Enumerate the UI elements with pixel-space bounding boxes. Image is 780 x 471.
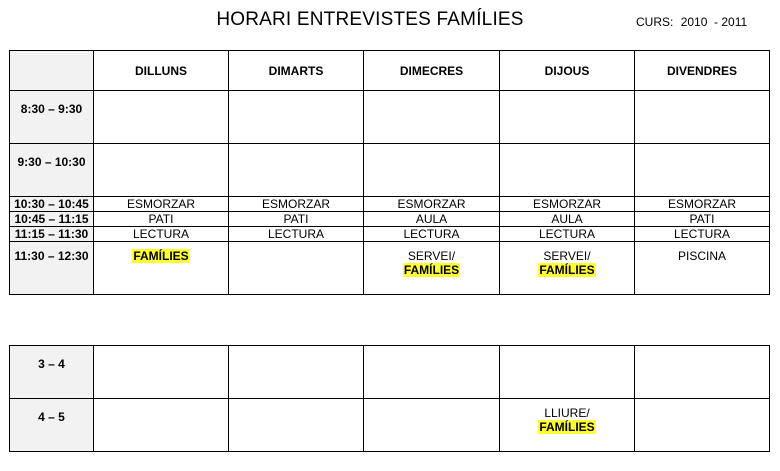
schedule-cell bbox=[94, 242, 229, 295]
schedule-cell bbox=[364, 197, 500, 212]
time-slot-label: 11:15 – 11:30 bbox=[10, 227, 94, 242]
schedule-cell bbox=[94, 144, 229, 197]
families-highlight: FAMÍLIES bbox=[539, 420, 595, 434]
schedule-cell bbox=[229, 227, 364, 242]
schedule-cell bbox=[94, 91, 229, 144]
schedule-cell bbox=[635, 346, 770, 399]
schedule-row bbox=[10, 212, 770, 227]
schedule-cell bbox=[94, 197, 229, 212]
schedule-cell bbox=[364, 227, 500, 242]
time-slot-label: 10:45 – 11:15 bbox=[10, 212, 94, 227]
activity-label: LECTURA bbox=[538, 227, 595, 241]
families-highlight: FAMÍLIES bbox=[403, 263, 460, 277]
schedule-cell bbox=[364, 212, 500, 227]
day-header-row bbox=[10, 51, 770, 91]
activity-label: AULA bbox=[551, 212, 583, 226]
cell-line bbox=[500, 263, 634, 277]
schedule-cell bbox=[500, 346, 635, 399]
time-slot-label: 10:30 – 10:45 bbox=[10, 197, 94, 212]
school-year bbox=[636, 15, 747, 29]
schedule-cell bbox=[500, 212, 635, 227]
schedule-cell bbox=[229, 91, 364, 144]
school-year-label: CURS: bbox=[636, 15, 674, 29]
time-slot-label: 11:30 – 12:30 bbox=[10, 242, 94, 295]
schedule-cell bbox=[229, 197, 364, 212]
schedule-cell bbox=[229, 212, 364, 227]
day-header: DIVENDRES bbox=[635, 51, 770, 91]
schedule-row bbox=[10, 91, 770, 144]
schedule-row bbox=[10, 242, 770, 295]
cell-line bbox=[94, 197, 228, 211]
cell-line bbox=[229, 227, 363, 241]
cell-line bbox=[94, 212, 228, 226]
schedule-cell bbox=[500, 399, 635, 452]
activity-label: ESMORZAR bbox=[667, 197, 736, 211]
schedule-cell bbox=[500, 91, 635, 144]
schedule-row bbox=[10, 346, 770, 399]
activity-label: ESMORZAR bbox=[532, 197, 601, 211]
schedule-cell bbox=[364, 91, 500, 144]
schedule-cell bbox=[94, 399, 229, 452]
families-highlight: FAMÍLIES bbox=[133, 249, 189, 263]
schedule-cell bbox=[364, 346, 500, 399]
cell-line bbox=[500, 212, 634, 226]
activity-label: ESMORZAR bbox=[397, 197, 466, 211]
day-header: DIMARTS bbox=[229, 51, 364, 91]
schedule-cell bbox=[635, 197, 770, 212]
cell-line bbox=[635, 249, 769, 263]
schedule-cell bbox=[229, 144, 364, 197]
schedule-cell bbox=[635, 227, 770, 242]
schedule-cell bbox=[635, 212, 770, 227]
corner-cell bbox=[10, 51, 94, 91]
activity-label: PATI bbox=[689, 212, 715, 226]
morning-schedule-table bbox=[9, 50, 770, 295]
schedule-cell bbox=[635, 242, 770, 295]
activity-label: PISCINA bbox=[677, 249, 726, 263]
schedule-cell bbox=[500, 197, 635, 212]
afternoon-schedule-table bbox=[9, 345, 770, 452]
schedule-cell bbox=[364, 242, 500, 295]
cell-line bbox=[500, 197, 634, 211]
cell-line bbox=[635, 197, 769, 211]
activity-label: SERVEI/ bbox=[407, 249, 456, 263]
schedule-cell bbox=[364, 144, 500, 197]
schedule-cell bbox=[364, 399, 500, 452]
schedule-cell bbox=[500, 227, 635, 242]
activity-label: ESMORZAR bbox=[126, 197, 195, 211]
schedule-cell bbox=[229, 399, 364, 452]
schedule-cell bbox=[229, 242, 364, 295]
cell-line bbox=[229, 212, 363, 226]
schedule-cell bbox=[500, 242, 635, 295]
schedule-row bbox=[10, 197, 770, 212]
time-slot-label: 4 – 5 bbox=[10, 399, 94, 452]
families-highlight: FAMÍLIES bbox=[539, 263, 595, 277]
activity-label: LLIURE/ bbox=[544, 406, 590, 420]
cell-line bbox=[500, 227, 634, 241]
cell-line bbox=[635, 227, 769, 241]
schedule-cell bbox=[635, 399, 770, 452]
time-slot-label: 3 – 4 bbox=[10, 346, 94, 399]
schedule-cell bbox=[94, 227, 229, 242]
school-year-value: 2010 - 2011 bbox=[680, 15, 748, 29]
activity-label: PATI bbox=[283, 212, 309, 226]
schedule-cell bbox=[94, 346, 229, 399]
schedule-cell bbox=[635, 91, 770, 144]
activity-label: ESMORZAR bbox=[261, 197, 330, 211]
cell-line bbox=[635, 212, 769, 226]
time-slot-label: 9:30 – 10:30 bbox=[10, 144, 94, 197]
schedule-row bbox=[10, 227, 770, 242]
activity-label: LECTURA bbox=[673, 227, 730, 241]
activity-label: AULA bbox=[415, 212, 448, 226]
cell-line bbox=[364, 249, 499, 263]
activity-label: PATI bbox=[148, 212, 174, 226]
schedule-cell bbox=[94, 212, 229, 227]
day-header: DIMECRES bbox=[364, 51, 500, 91]
cell-line bbox=[364, 212, 499, 226]
cell-line bbox=[364, 197, 499, 211]
schedule-cell bbox=[229, 346, 364, 399]
schedule-cell bbox=[635, 144, 770, 197]
cell-line bbox=[229, 197, 363, 211]
cell-line bbox=[500, 420, 634, 434]
day-header: DILLUNS bbox=[94, 51, 229, 91]
schedule-row bbox=[10, 399, 770, 452]
time-slot-label: 8:30 – 9:30 bbox=[10, 91, 94, 144]
cell-line bbox=[364, 263, 499, 277]
activity-label: LECTURA bbox=[132, 227, 189, 241]
cell-line bbox=[500, 249, 634, 263]
activity-label: LECTURA bbox=[267, 227, 324, 241]
cell-line bbox=[94, 249, 228, 263]
page-title: HORARI ENTREVISTES FAMÍLIES bbox=[216, 9, 524, 30]
schedule-cell bbox=[500, 144, 635, 197]
cell-line bbox=[94, 227, 228, 241]
cell-line bbox=[364, 227, 499, 241]
activity-label: LECTURA bbox=[403, 227, 460, 241]
cell-line bbox=[500, 406, 634, 420]
schedule-row bbox=[10, 144, 770, 197]
day-header: DIJOUS bbox=[500, 51, 635, 91]
activity-label: SERVEI/ bbox=[543, 249, 591, 263]
